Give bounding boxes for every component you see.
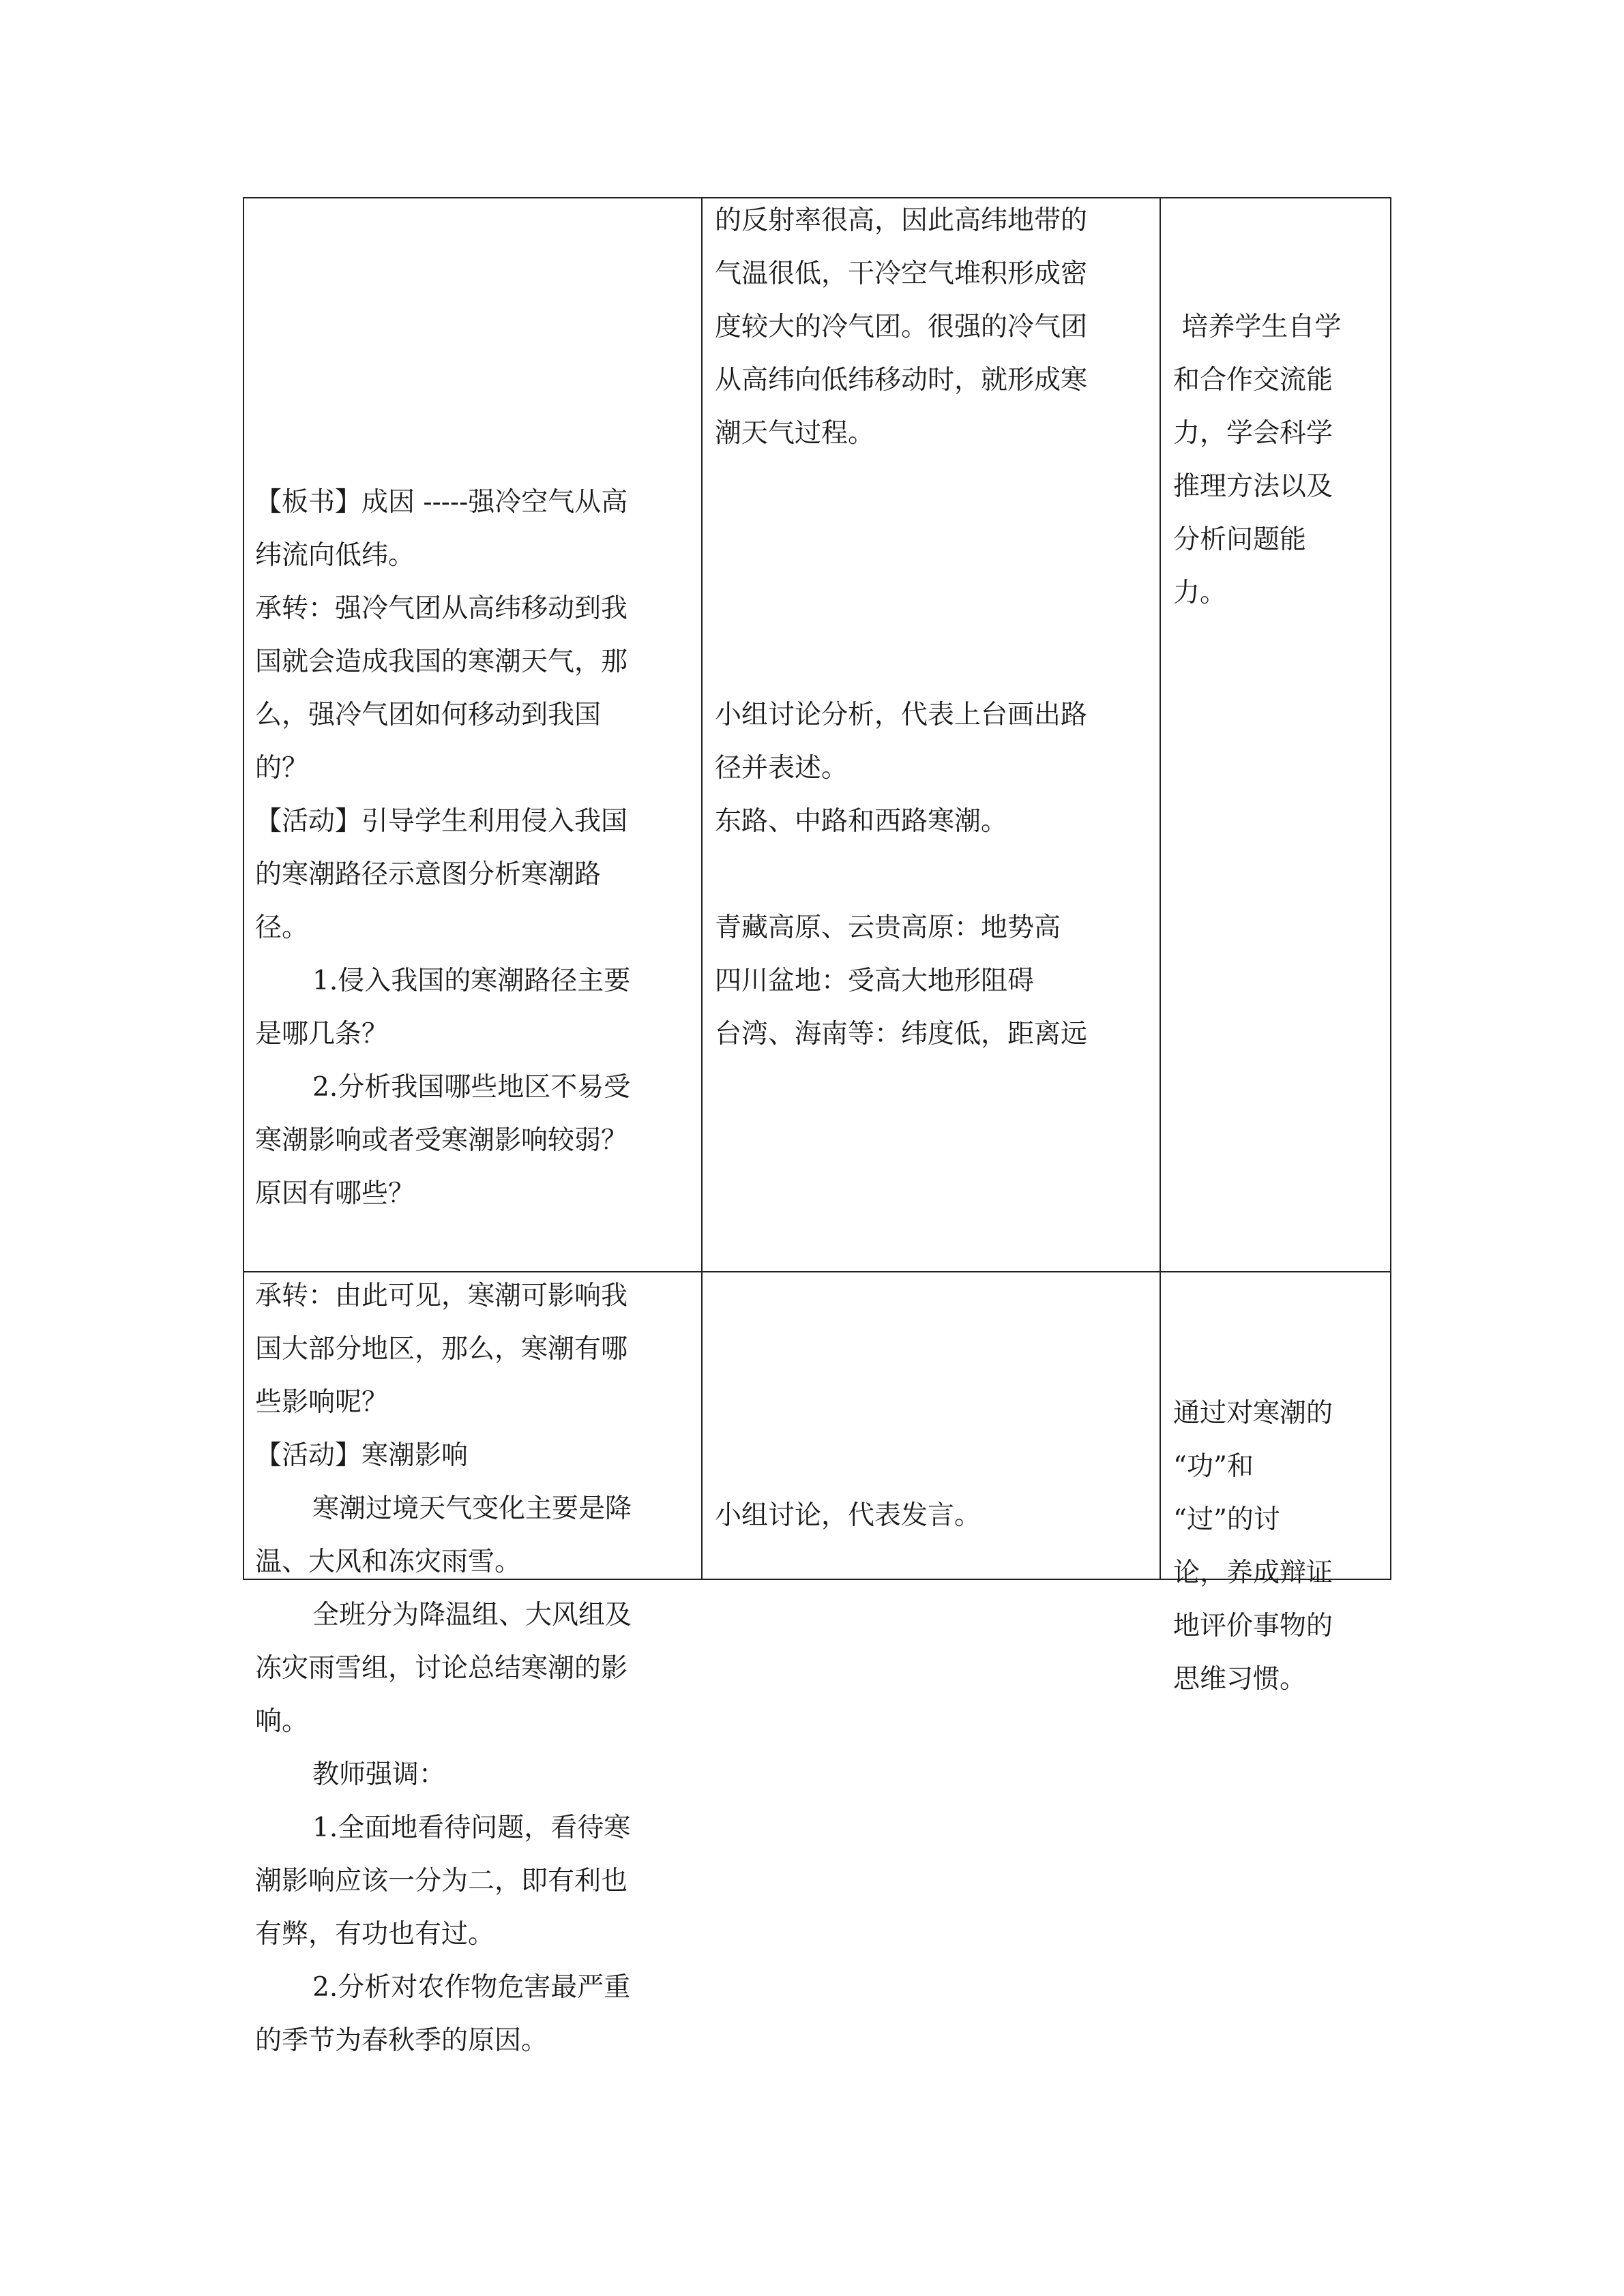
text-line: 承转：强冷气团从高纬移动到我 [255,593,628,624]
text-line: 寒潮影响或者受寒潮影响较弱？ [255,1125,628,1156]
text-line: 推理方法以及 [1173,471,1333,502]
text-line: 的反射率很高，因此高纬地带的 [715,205,1088,236]
text-line: 教师强调： [312,1759,446,1790]
text-line: 思维习惯。 [1173,1664,1307,1695]
text-line: 力，学会科学 [1173,418,1333,449]
column-divider-2 [1160,198,1161,1579]
text-line: 小组讨论分析，代表上台画出路 [715,700,1088,730]
text-line: 径并表述。 [715,753,848,784]
text-line: 【板书】成因 -----强冷空气从高 [255,487,628,518]
text-line: 温、大风和冻灾雨雪。 [255,1547,522,1577]
text-line: 的寒潮路径示意图分析寒潮路 [255,859,602,890]
text-line: 纬流向低纬。 [255,540,415,571]
text-line: 2.分析对农作物危害最严重 [312,1972,631,2003]
text-line: 气温很低，干冷空气堆积形成密 [715,258,1088,289]
text-line: 潮影响应该一分为二，即有利也 [255,1866,628,1896]
text-line: 和合作交流能 [1173,365,1333,396]
text-line: 2.分析我国哪些地区不易受 [312,1072,631,1103]
text-line: 原因有哪些？ [255,1178,415,1209]
text-line: 培养学生自学 [1173,312,1342,342]
text-line: 论，养成辩证 [1173,1557,1333,1588]
text-line: 国就会造成我国的寒潮天气，那 [255,646,628,677]
text-line: 全班分为降温组、大风组及 [312,1600,632,1630]
text-line: “过”的讨 [1173,1504,1280,1535]
text-line: 有弊，有功也有过。 [255,1919,495,1950]
text-line: 1.侵入我国的寒潮路径主要 [312,966,631,996]
text-line: 地评价事物的 [1173,1611,1333,1641]
text-line: 1.全面地看待问题，看待寒 [312,1813,631,1843]
text-line: 青藏高原、云贵高原：地势高 [715,912,1061,943]
text-line: 国大部分地区，那么，寒潮有哪 [255,1334,628,1365]
text-line: 么，强冷气团如何移动到我国 [255,700,602,730]
text-line: 响。 [255,1706,309,1737]
text-line: 承转：由此可见，寒潮可影响我 [255,1281,628,1311]
text-line: 度较大的冷气团。很强的冷气团 [715,312,1088,342]
text-line: 台湾、海南等：纬度低，距离远 [715,1019,1088,1049]
text-line: 寒潮过境天气变化主要是降 [312,1493,632,1524]
text-line: 些影响呢？ [255,1387,389,1418]
text-line: 通过对寒潮的 [1173,1398,1333,1429]
text-line: 四川盆地：受高大地形阻碍 [715,966,1035,996]
text-line: 小组讨论，代表发言。 [715,1500,981,1531]
column-divider-1 [701,198,703,1579]
text-line: “功”和 [1173,1451,1254,1482]
text-line: 分析问题能 [1173,524,1307,555]
text-line: 是哪几条？ [255,1019,389,1049]
text-line: 【活动】引导学生利用侵入我国 [255,806,628,837]
text-line: 从高纬向低纬移动时，就形成寒 [715,365,1088,396]
text-line: 东路、中路和西路寒潮。 [715,806,1008,837]
text-line: 的季节为春秋季的原因。 [255,2025,548,2056]
lesson-plan-table [243,197,1391,2056]
text-line: 潮天气过程。 [715,418,875,449]
text-line: 力。 [1173,578,1227,608]
text-line: 冻灾雨雪组，讨论总结寒潮的影 [255,1653,628,1684]
text-line: 【活动】寒潮影响 [255,1440,469,1471]
text-line: 径。 [255,912,309,943]
text-line: 的？ [255,753,309,784]
